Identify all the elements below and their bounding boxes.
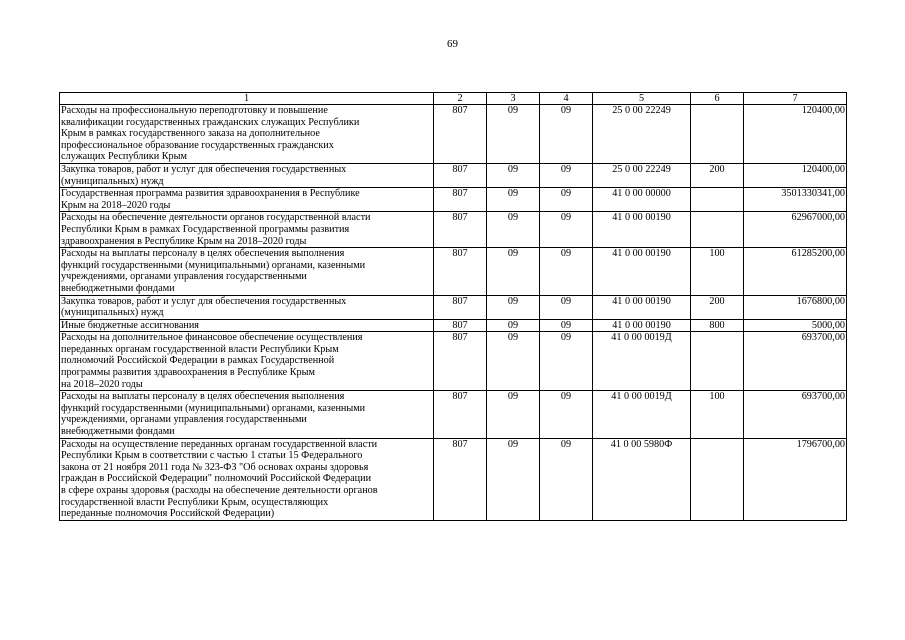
row-section-code: 09 xyxy=(487,438,540,520)
description-line: Расходы на профессиональную переподготовку и повышение xyxy=(61,105,328,116)
col-header-7: 7 xyxy=(744,93,847,105)
description-line: закона от 21 ноября 2011 года № 323-ФЗ "Об основах охраны здоровья xyxy=(61,461,369,473)
table-row xyxy=(60,163,847,187)
description-line: Расходы на осуществление переданных органам государственной власти xyxy=(61,438,378,450)
row-section-code: 09 xyxy=(487,295,540,319)
row-target-article-code: 25 0 00 22249 xyxy=(593,105,691,164)
row-subsection-code: 09 xyxy=(540,332,593,391)
description-line: Расходы на дополнительное финансовое обеспечение осуществления xyxy=(61,332,363,344)
description-line: Расходы на выплаты персоналу в целях обеспечения выполнения xyxy=(61,248,345,260)
row-amount: 5000,00 xyxy=(744,319,847,332)
row-section-code: 09 xyxy=(487,391,540,438)
row-subsection-code: 09 xyxy=(540,295,593,319)
row-target-article-code: 41 0 00 00190 xyxy=(593,248,691,295)
row-section-code: 09 xyxy=(487,248,540,295)
description-line: граждан в Российской Федерации" полномочий Российской Федерации xyxy=(61,473,372,485)
row-expense-type-code xyxy=(691,105,744,164)
row-description xyxy=(60,163,434,187)
table-row xyxy=(60,248,847,295)
row-description xyxy=(60,188,434,212)
description-line: Закупка товаров, работ и услуг для обеспечения государственных xyxy=(61,295,347,307)
row-section-code: 09 xyxy=(487,319,540,332)
row-description xyxy=(60,248,434,295)
row-ministry-code: 807 xyxy=(434,163,487,187)
table-row xyxy=(60,391,847,438)
table-row xyxy=(60,332,847,391)
row-amount: 62967000,00 xyxy=(744,212,847,248)
row-target-article-code: 41 0 00 0019Д xyxy=(593,332,691,391)
description-line: (муниципальных) нужд xyxy=(61,307,164,319)
row-section-code: 09 xyxy=(487,163,540,187)
row-section-code: 09 xyxy=(487,212,540,248)
row-amount: 1676800,00 xyxy=(744,295,847,319)
row-section-code: 09 xyxy=(487,332,540,391)
description-line: программы развития здравоохранения в Республике Крым xyxy=(61,367,315,379)
row-target-article-code: 41 0 00 00190 xyxy=(593,212,691,248)
row-subsection-code: 09 xyxy=(540,438,593,520)
row-ministry-code: 807 xyxy=(434,319,487,332)
description-line: полномочий Российской Федерации в рамках Государственной xyxy=(61,355,335,367)
description-line: функций государственными (муниципальными) органами, казенными xyxy=(61,259,366,271)
description-line: на 2018–2020 годы xyxy=(61,378,143,390)
description-line: переданные полномочия Российской Федерации) xyxy=(61,508,275,520)
description-line: Иные бюджетные ассигнования xyxy=(61,319,199,331)
col-header-1: 1 xyxy=(60,93,434,105)
description-line: переданных органам государственной власти Республики Крым xyxy=(61,343,339,355)
row-target-article-code: 41 0 00 00190 xyxy=(593,295,691,319)
description-line: Расходы на обеспечение деятельности органов государственной власти xyxy=(61,212,371,224)
row-expense-type-code: 200 xyxy=(691,163,744,187)
row-ministry-code: 807 xyxy=(434,332,487,391)
row-subsection-code: 09 xyxy=(540,319,593,332)
row-target-article-code: 41 0 00 0019Д xyxy=(593,391,691,438)
row-ministry-code: 807 xyxy=(434,212,487,248)
row-expense-type-code: 800 xyxy=(691,319,744,332)
row-amount: 120400,00 xyxy=(744,163,847,187)
row-amount: 693700,00 xyxy=(744,391,847,438)
header-row xyxy=(60,93,847,105)
row-amount: 693700,00 xyxy=(744,332,847,391)
row-subsection-code: 09 xyxy=(540,163,593,187)
row-subsection-code: 09 xyxy=(540,212,593,248)
row-target-article-code: 41 0 00 00190 xyxy=(593,319,691,332)
budget-table xyxy=(59,92,847,521)
row-amount: 61285200,00 xyxy=(744,248,847,295)
table-row xyxy=(60,295,847,319)
row-description xyxy=(60,212,434,248)
row-ministry-code: 807 xyxy=(434,438,487,520)
row-ministry-code: 807 xyxy=(434,248,487,295)
row-ministry-code: 807 xyxy=(434,188,487,212)
row-description xyxy=(60,105,434,164)
row-subsection-code: 09 xyxy=(540,105,593,164)
row-section-code: 09 xyxy=(487,188,540,212)
row-subsection-code: 09 xyxy=(540,391,593,438)
row-expense-type-code xyxy=(691,212,744,248)
row-expense-type-code: 100 xyxy=(691,391,744,438)
row-expense-type-code: 100 xyxy=(691,248,744,295)
description-line: Крым в рамках государственного заказа на дополнительное xyxy=(61,128,320,140)
col-header-3: 3 xyxy=(487,93,540,105)
row-section-code: 09 xyxy=(487,105,540,164)
col-header-6: 6 xyxy=(691,93,744,105)
row-amount: 1796700,00 xyxy=(744,438,847,520)
row-target-article-code: 41 0 00 5980Ф xyxy=(593,438,691,520)
page-number: 69 xyxy=(447,38,458,50)
description-line: Расходы на выплаты персоналу в целях обеспечения выполнения xyxy=(61,391,345,403)
row-ministry-code: 807 xyxy=(434,391,487,438)
col-header-2: 2 xyxy=(434,93,487,105)
table-row xyxy=(60,319,847,332)
description-line: функций государственными (муниципальными) органами, казенными xyxy=(61,402,366,414)
description-line: (муниципальных) нужд xyxy=(61,175,164,187)
row-expense-type-code: 200 xyxy=(691,295,744,319)
row-description xyxy=(60,332,434,391)
row-amount: 120400,00 xyxy=(744,105,847,164)
description-line: учреждениями, органами управления государственными xyxy=(61,414,307,426)
row-expense-type-code xyxy=(691,188,744,212)
description-line: Республики Крым в рамках Государственной программы развития xyxy=(61,223,350,235)
row-expense-type-code xyxy=(691,332,744,391)
row-description xyxy=(60,319,434,332)
description-line: внебюджетными фондами xyxy=(61,282,175,294)
row-subsection-code: 09 xyxy=(540,188,593,212)
row-expense-type-code xyxy=(691,438,744,520)
row-target-article-code: 41 0 00 00000 xyxy=(593,188,691,212)
description-line: Республики Крым в соответствии с частью 1 статьи 15 Федерального xyxy=(61,450,363,462)
description-line: государственной власти Республики Крым, осуществляющих xyxy=(61,496,329,508)
col-header-4: 4 xyxy=(540,93,593,105)
row-description xyxy=(60,295,434,319)
description-line: Государственная программа развития здравоохранения в Республике xyxy=(61,188,360,200)
description-line: Крым на 2018–2020 годы xyxy=(61,199,171,211)
description-line: профессиональное образование государственных гражданских xyxy=(61,139,334,151)
row-ministry-code: 807 xyxy=(434,105,487,164)
description-line: квалификации государственных гражданских служащих Республики xyxy=(61,116,360,128)
row-subsection-code: 09 xyxy=(540,248,593,295)
description-line: учреждениями, органами управления государственными xyxy=(61,271,307,283)
description-line: в сфере охраны здоровья (расходы на обеспечение деятельности органов xyxy=(61,485,378,496)
row-target-article-code: 25 0 00 22249 xyxy=(593,163,691,187)
table-row xyxy=(60,438,847,520)
description-line: внебюджетными фондами xyxy=(61,426,175,438)
row-ministry-code: 807 xyxy=(434,295,487,319)
row-description xyxy=(60,438,434,520)
description-line: здравоохранения в Республике Крым на 2018–2020 годы xyxy=(61,235,307,247)
table-row xyxy=(60,212,847,248)
table-row xyxy=(60,188,847,212)
col-header-5: 5 xyxy=(593,93,691,105)
table-body xyxy=(60,105,847,521)
row-amount: 3501330341,00 xyxy=(744,188,847,212)
table-row xyxy=(60,105,847,164)
description-line: служащих Республики Крым xyxy=(61,151,187,163)
row-description xyxy=(60,391,434,438)
description-line: Закупка товаров, работ и услуг для обеспечения государственных xyxy=(61,163,347,175)
